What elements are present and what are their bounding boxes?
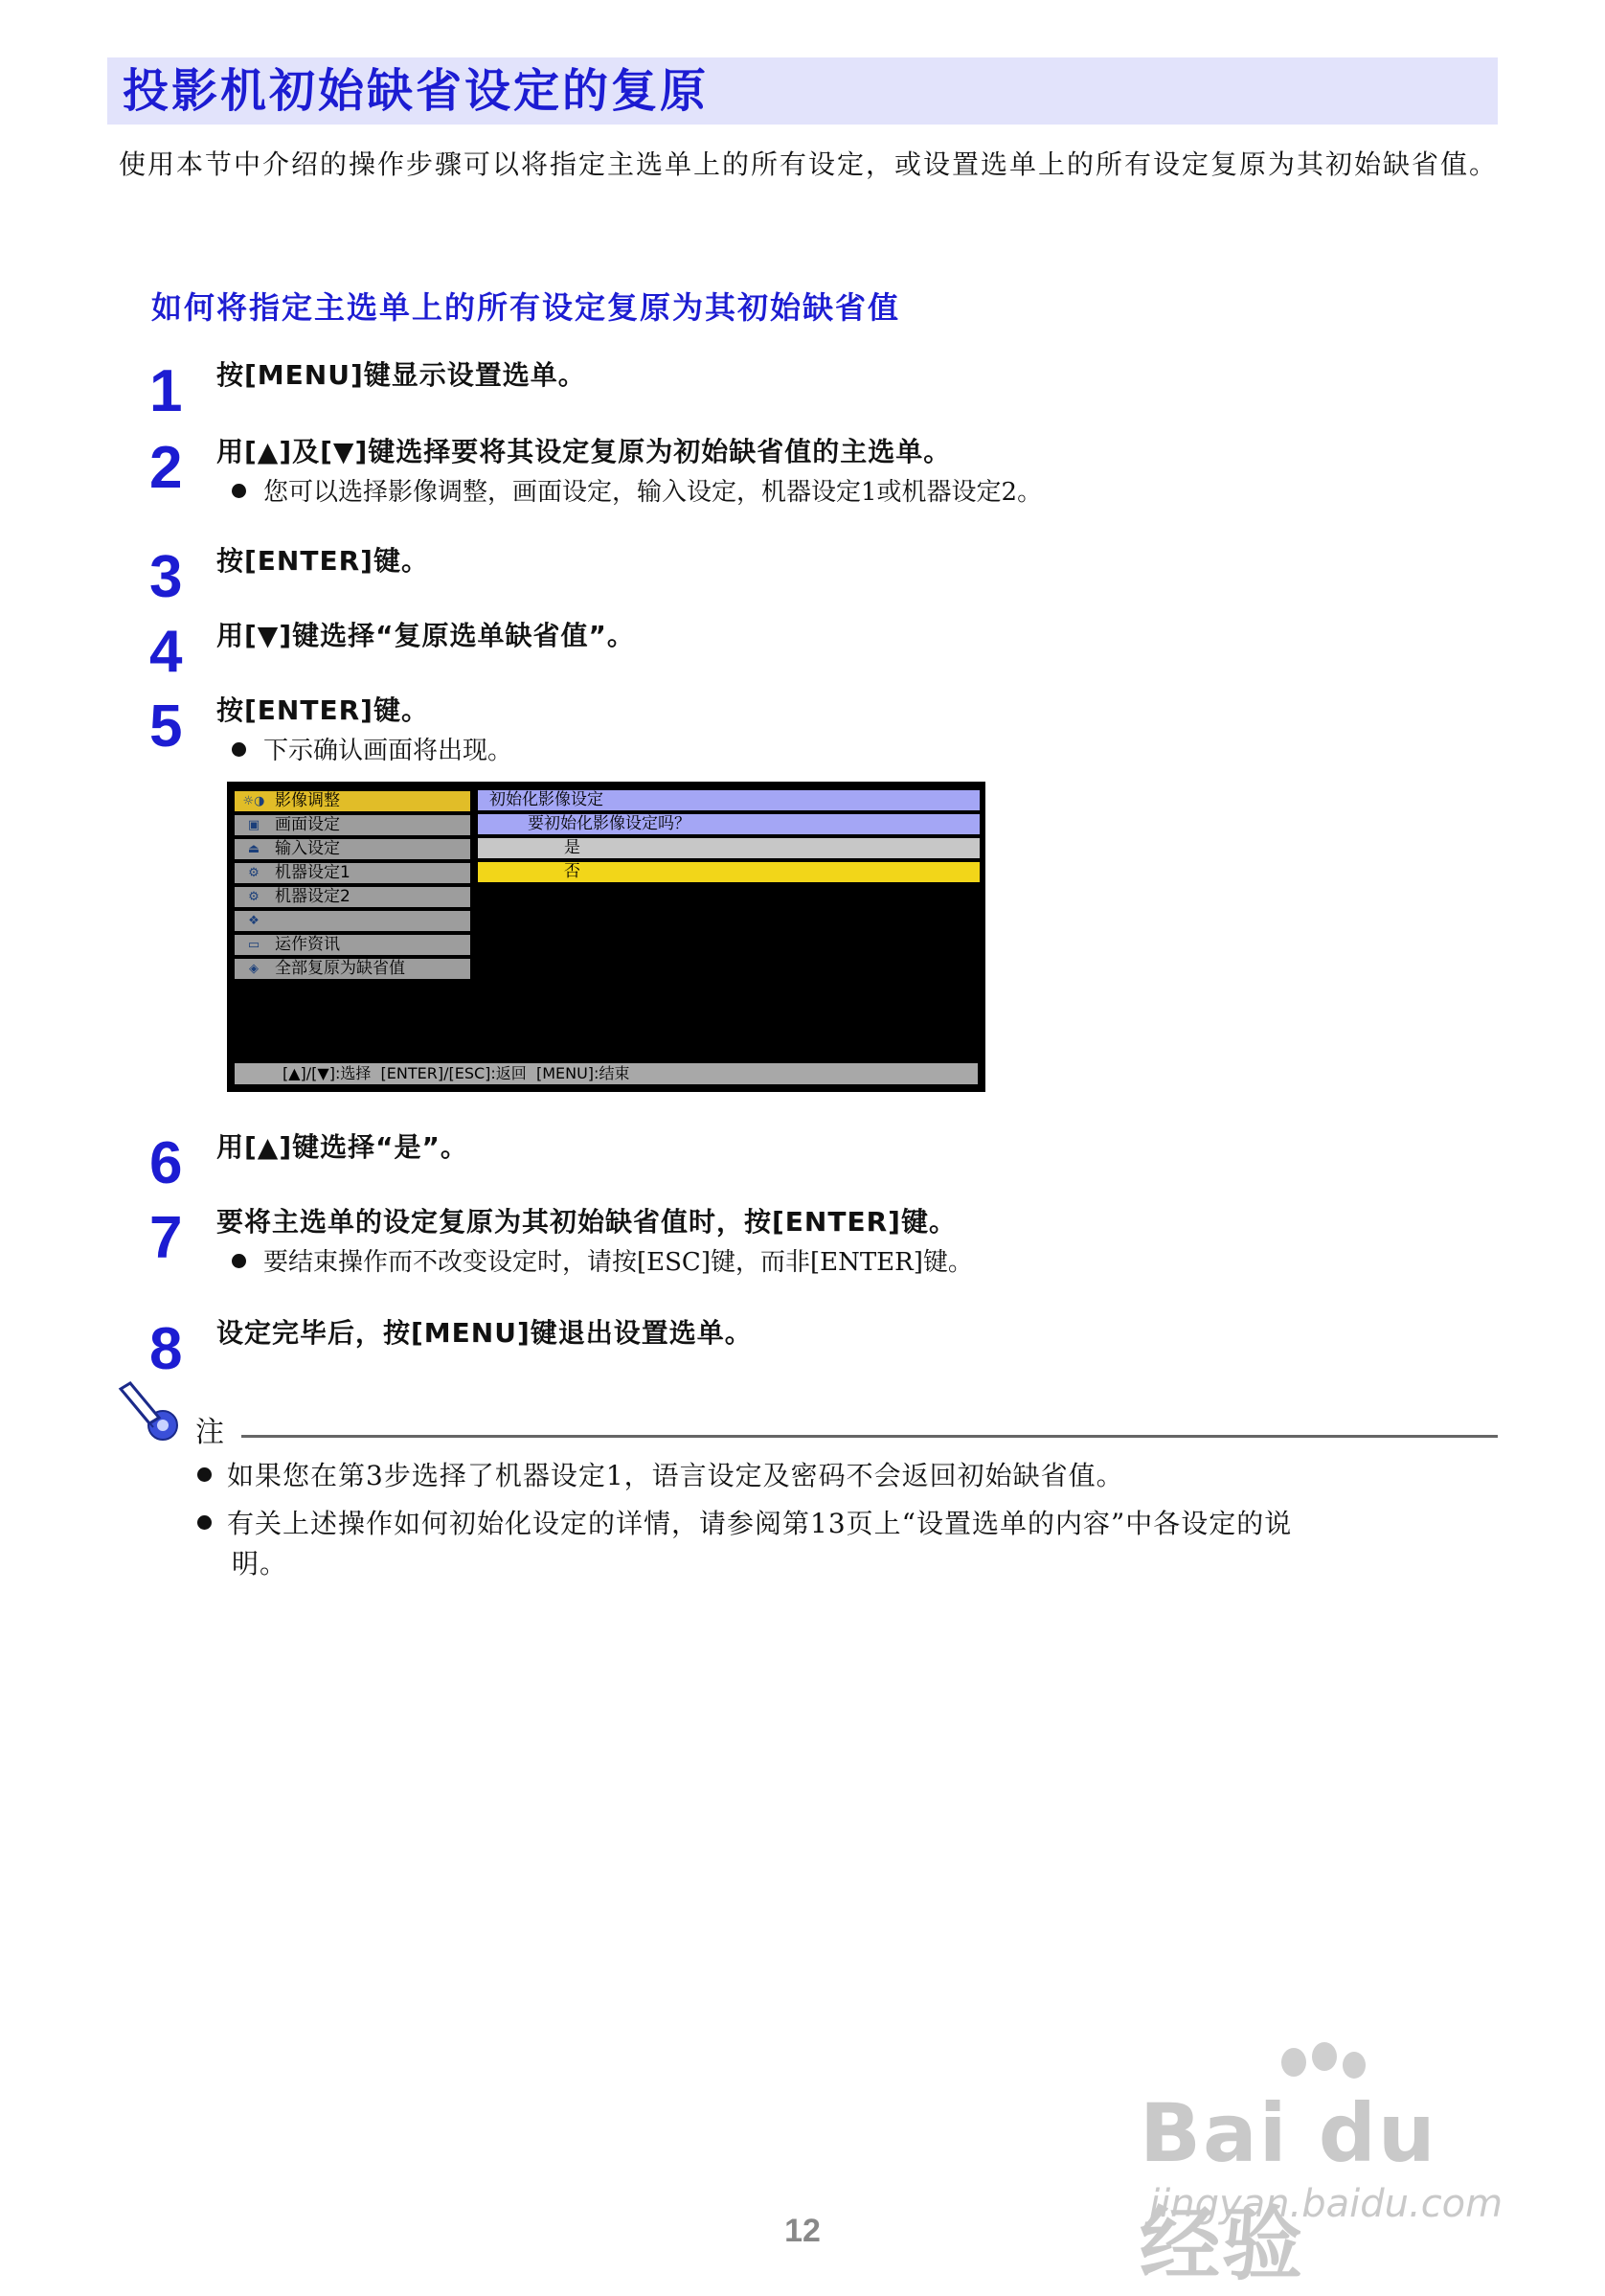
- eco-icon: ❖: [248, 914, 260, 928]
- bullet-text: 下示确认画面将出现。: [263, 737, 513, 765]
- bullet-icon: [197, 1467, 212, 1482]
- note-pencil-icon: [115, 1381, 184, 1444]
- menu-item-input-settings: [235, 839, 470, 859]
- reset-all-icon: ◈: [249, 962, 259, 976]
- note-item: [197, 1504, 1442, 1544]
- step-text: 按[ENTER]键。: [216, 545, 429, 577]
- menu-item-label: 机器设定2: [275, 887, 350, 906]
- menu-item-device-settings-2: [235, 887, 470, 907]
- watermark-url: jingyan.baidu.com: [1149, 2182, 1503, 2226]
- dialog-title-text: 初始化影像设定: [489, 790, 603, 809]
- paw-icon: [1343, 2052, 1366, 2079]
- menu-item-label: 机器设定1: [275, 863, 350, 882]
- status-bar: [235, 1063, 978, 1084]
- step-text: 设定完毕后，按[MENU]键退出设置选单。: [216, 1317, 753, 1349]
- step-bullet: [232, 475, 1042, 510]
- menu-item-label: 画面设定: [275, 815, 340, 834]
- step-bullet: [232, 734, 512, 768]
- option-yes: [478, 838, 980, 858]
- paw-icon: [1312, 2042, 1337, 2071]
- note-item-text: 有关上述操作如何初始化设定的详情，请参阅第13页上“设置选单的内容”中各设定的说: [227, 1508, 1293, 1539]
- operation-info-icon: ▭: [247, 938, 260, 952]
- baidu-watermark: [1140, 2048, 1523, 2291]
- menu-item-label: 输入设定: [275, 839, 340, 858]
- section-heading: 如何将指定主选单上的所有设定复原为其初始缺省值: [151, 289, 901, 326]
- watermark-logo-text: Bai du 经验: [1140, 2086, 1437, 2291]
- step-number: 1: [149, 358, 183, 424]
- menu-item-screen-settings: [235, 815, 470, 835]
- step-number: 6: [149, 1130, 183, 1196]
- menu-item-reset-all: [235, 959, 470, 979]
- step-number: 5: [149, 693, 183, 760]
- step-bullet: [232, 1245, 973, 1280]
- menu-item-label: 运作资讯: [275, 935, 340, 954]
- note-item-continuation: 明。: [232, 1548, 288, 1580]
- step-text: 要将主选单的设定复原为其初始缺省值时，按[ENTER]键。: [216, 1206, 957, 1238]
- menu-item-label: 影像调整: [275, 791, 340, 810]
- projector-menu-screenshot: [227, 782, 985, 1092]
- step-text: 用[▼]键选择“复原选单缺省值”。: [216, 620, 635, 651]
- bullet-icon: [232, 742, 246, 757]
- menu-item-device-settings-1: [235, 863, 470, 883]
- step-number: 7: [149, 1205, 183, 1271]
- menu-item-image-adjust: [235, 791, 470, 811]
- image-adjust-icon: ☼◑: [242, 794, 265, 808]
- dialog-question: [478, 814, 980, 834]
- note-item-text: 如果您在第3步选择了机器设定1，语言设定及密码不会返回初始缺省值。: [227, 1460, 1124, 1491]
- page-number: 12: [784, 2213, 821, 2249]
- bullet-text: 您可以选择影像调整，画面设定，输入设定，机器设定1或机器设定2。: [263, 478, 1043, 507]
- note-item: [197, 1456, 1442, 1496]
- bullet-icon: [232, 484, 246, 498]
- note-label: 注: [195, 1416, 224, 1449]
- intro-paragraph: 使用本节中介绍的操作步骤可以将指定主选单上的所有设定，或设置选单上的所有设定复原为其初始缺省值。: [119, 148, 1499, 180]
- device-settings-2-icon: ⚙: [248, 890, 260, 904]
- menu-item-label: 全部复原为缺省值: [275, 959, 405, 978]
- bullet-icon: [197, 1515, 212, 1530]
- bullet-text: 要结束操作而不改变设定时，请按[ESC]键，而非[ENTER]键。: [263, 1248, 973, 1277]
- menu-item-operation-info: [235, 935, 470, 955]
- option-yes-label: 是: [564, 838, 580, 857]
- note-divider: [241, 1435, 1498, 1438]
- step-number: 4: [149, 619, 183, 685]
- dialog-title: [478, 790, 980, 810]
- option-no: [478, 862, 980, 882]
- device-settings-1-icon: ⚙: [248, 866, 260, 880]
- input-settings-icon: ⏏: [247, 842, 260, 856]
- step-text: 用[▲]键选择“是”。: [216, 1131, 468, 1163]
- page-title: 投影机初始缺省设定的复原: [123, 64, 710, 118]
- screen-settings-icon: ▣: [247, 818, 260, 832]
- dialog-question-text: 要初始化影像设定吗？: [528, 814, 690, 833]
- status-text: [▲]/[▼]:选择 [ENTER]/[ESC]:返回 [MENU]:结束: [283, 1064, 630, 1082]
- step-number: 3: [149, 544, 183, 610]
- step-text: 按[ENTER]键。: [216, 694, 429, 726]
- bullet-icon: [232, 1254, 246, 1268]
- menu-item-eco: [235, 911, 470, 931]
- step-number: 8: [149, 1316, 183, 1382]
- step-text: 按[MENU]键显示设置选单。: [216, 359, 586, 391]
- step-text: 用[▲]及[▼]键选择要将其设定复原为初始缺省值的主选单。: [216, 436, 952, 467]
- option-no-label: 否: [564, 862, 580, 881]
- paw-icon: [1281, 2048, 1306, 2077]
- step-number: 2: [149, 435, 183, 501]
